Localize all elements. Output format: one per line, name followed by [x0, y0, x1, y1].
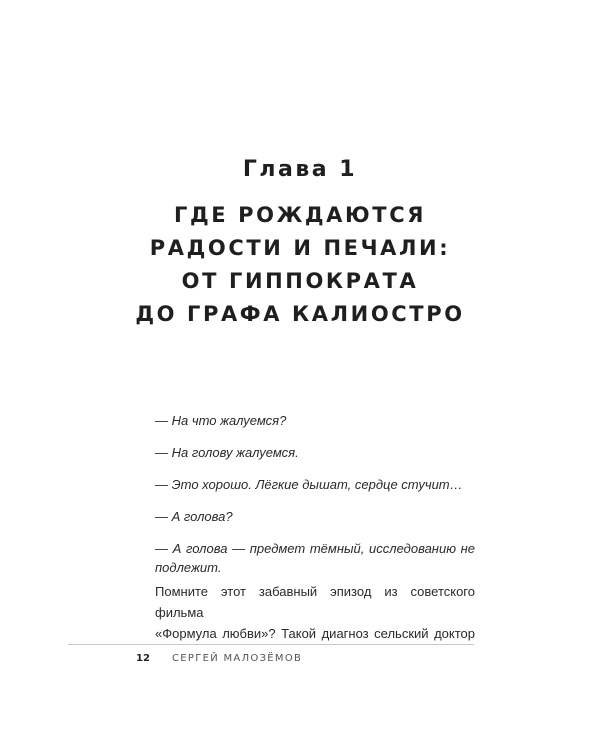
chapter-label: Глава 1 [242, 157, 358, 182]
running-head-author: СЕРГЕЙ МАЛОЗЁМОВ [172, 653, 303, 664]
dialogue-line: — А голова? [155, 509, 233, 524]
dialogue-line: — На что жалуемся? [155, 413, 287, 428]
chapter-title-line: ГДЕ РОЖДАЮТСЯ [173, 203, 426, 227]
dialogue-line: — А голова — предмет тёмный, исследованию не подлежит. [155, 541, 475, 575]
chapter-title [0, 199, 600, 331]
dialogue-line: — Это хорошо. Лёгкие дышат, сердце стучит… [155, 477, 463, 492]
chapter-title-line: РАДОСТИ И ПЕЧАЛИ: [149, 236, 451, 260]
footer-divider [68, 644, 474, 645]
page-footer [136, 653, 302, 664]
dialogue-line: — На голову жалуемся. [155, 445, 299, 460]
chapter-title-line: ДО ГРАФА КАЛИОСТРО [135, 302, 465, 326]
paragraph-line: «Формула любви»? Такой диагноз сельский доктор [155, 626, 475, 641]
body-paragraph [155, 581, 475, 644]
page-number: 12 [136, 653, 150, 664]
chapter-title-line: ОТ ГИППОКРАТА [181, 269, 419, 293]
paragraph-line: Помните этот забавный эпизод из советского фильма [155, 584, 475, 620]
